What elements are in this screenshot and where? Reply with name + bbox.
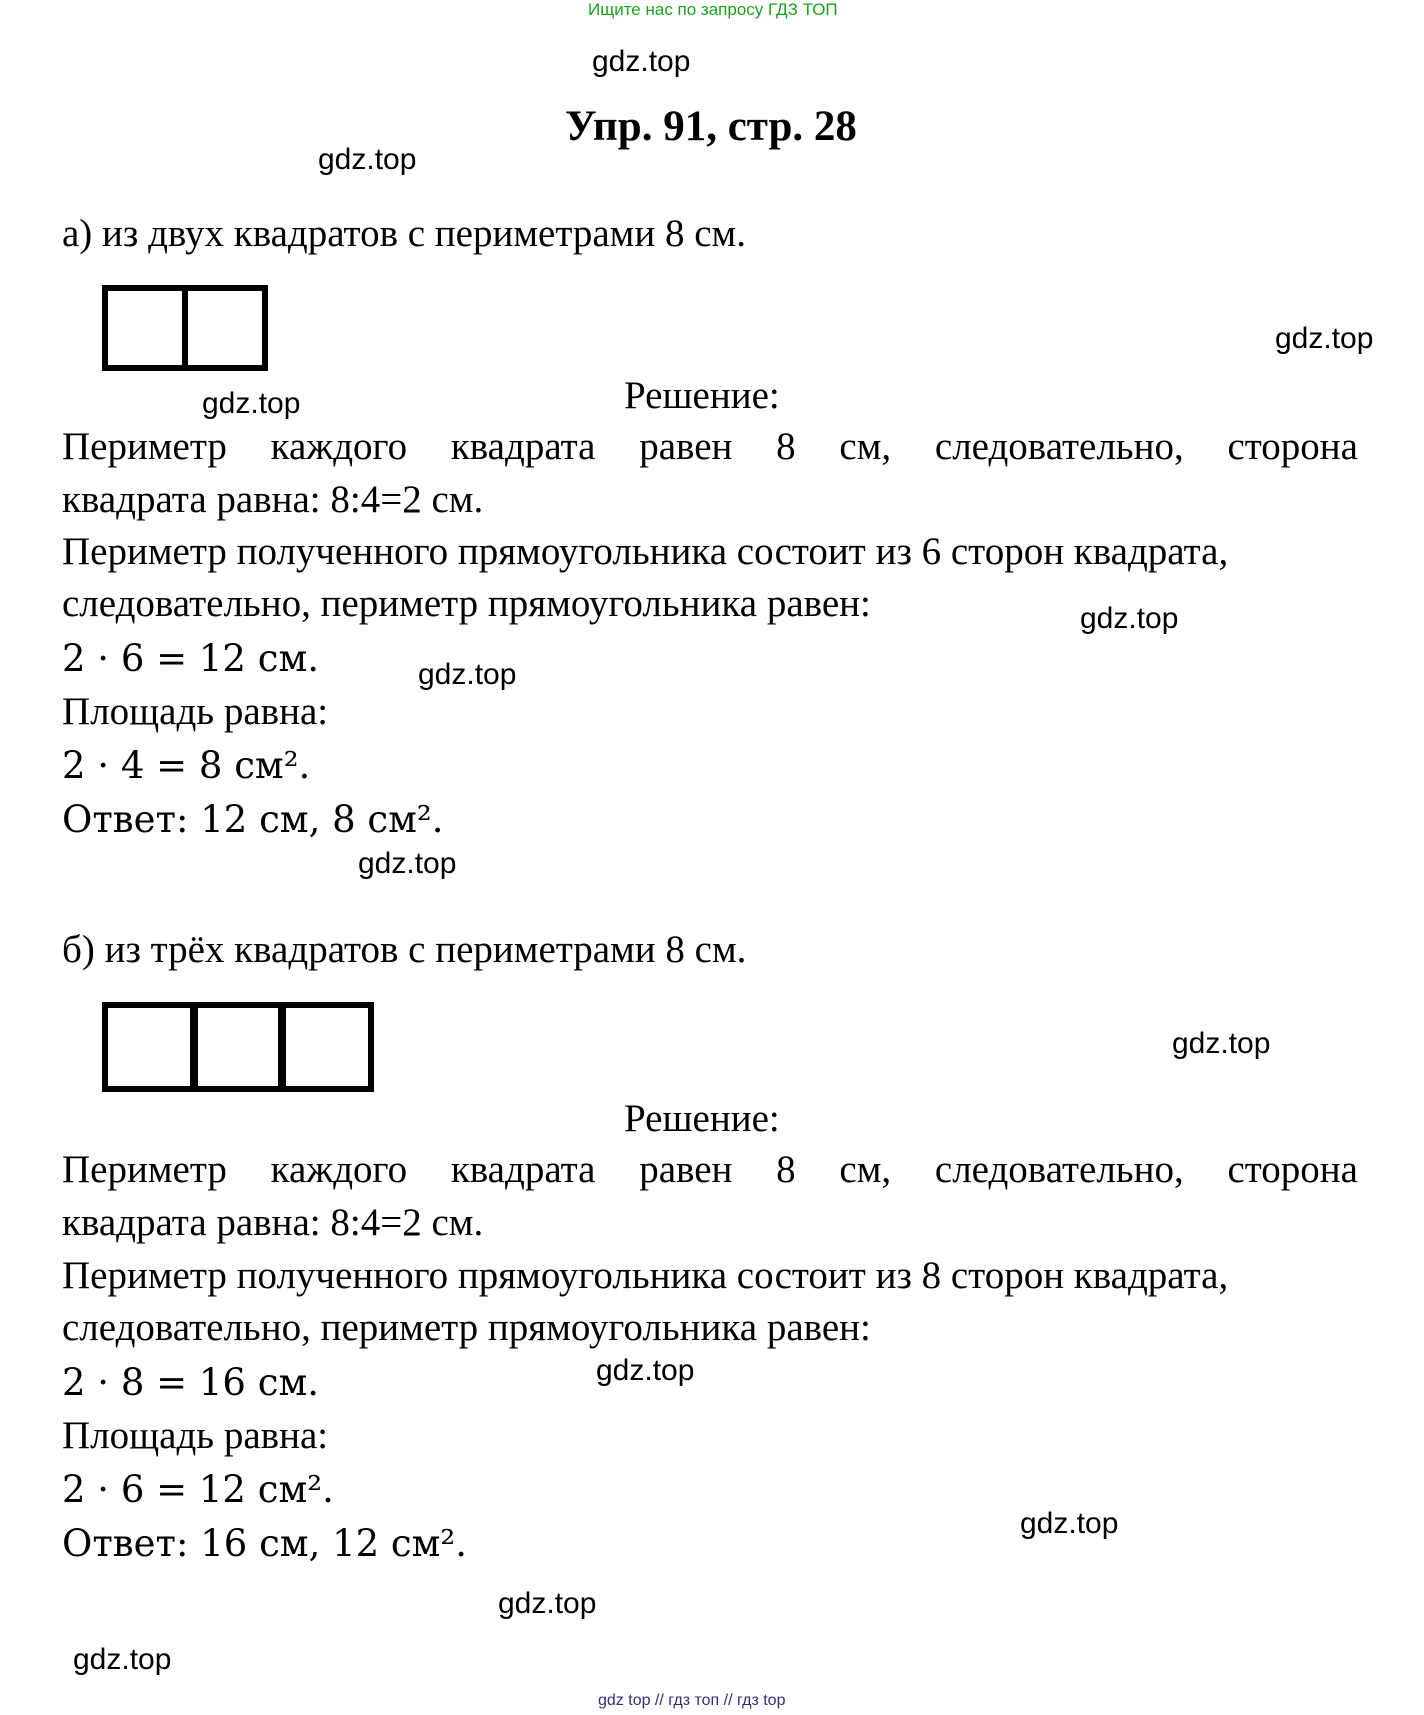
watermark: gdz.top bbox=[1275, 322, 1374, 355]
part-b-calc-perimeter: 2 · 8 = 16 см. bbox=[62, 1361, 319, 1404]
part-b-line1: Периметр каждого квадрата равен 8 см, следовательно, сторона bbox=[62, 1148, 1358, 1191]
watermark: gdz.top bbox=[202, 387, 301, 420]
watermark: gdz.top bbox=[592, 45, 691, 78]
watermark: gdz.top bbox=[596, 1354, 695, 1387]
footer-links: gdz top // гдз топ // гдз top bbox=[598, 1692, 786, 1709]
square-2 bbox=[182, 285, 268, 371]
watermark: gdz.top bbox=[358, 847, 457, 880]
part-b-heading: б) из трёх квадратов с периметрами 8 см. bbox=[62, 928, 747, 971]
part-b-line2: квадрата равна: 8:4=2 см. bbox=[62, 1201, 484, 1244]
part-a-line3: Периметр полученного прямоугольника состоит из 6 сторон квадрата, bbox=[62, 530, 1229, 573]
part-a-calc-perimeter: 2 · 6 = 12 см. bbox=[62, 637, 319, 680]
watermark: gdz.top bbox=[498, 1587, 597, 1620]
square-1 bbox=[102, 285, 188, 371]
watermark: gdz.top bbox=[1080, 602, 1179, 635]
page-title: Упр. 91, стр. 28 bbox=[565, 103, 857, 150]
square-1 bbox=[102, 1002, 198, 1092]
watermark: gdz.top bbox=[1172, 1027, 1271, 1060]
watermark: gdz.top bbox=[73, 1643, 172, 1676]
part-a-line2: квадрата равна: 8:4=2 см. bbox=[62, 478, 484, 521]
watermark: gdz.top bbox=[1020, 1507, 1119, 1540]
square-2 bbox=[190, 1002, 286, 1092]
part-a-answer: Ответ: 12 см, 8 см². bbox=[62, 798, 444, 841]
part-a-calc-area: 2 · 4 = 8 см². bbox=[62, 744, 311, 787]
watermark: gdz.top bbox=[418, 658, 517, 691]
part-b-figure bbox=[102, 1002, 374, 1092]
part-b-line3: Периметр полученного прямоугольника состоит из 8 сторон квадрата, bbox=[62, 1254, 1229, 1297]
part-b-line4: следовательно, периметр прямоугольника равен: bbox=[62, 1306, 871, 1349]
top-banner: Ищите нас по запросу ГДЗ ТОП bbox=[588, 0, 838, 19]
part-b-solution-label: Решение: bbox=[624, 1097, 780, 1140]
part-a-solution-label: Решение: bbox=[624, 374, 780, 417]
part-a-line4: следовательно, периметр прямоугольника равен: bbox=[62, 582, 871, 625]
part-a-line1: Периметр каждого квадрата равен 8 см, следовательно, сторона bbox=[62, 425, 1358, 468]
watermark: gdz.top bbox=[318, 143, 417, 176]
part-b-answer: Ответ: 16 см, 12 см². bbox=[62, 1522, 468, 1565]
square-3 bbox=[278, 1002, 374, 1092]
part-a-area-label: Площадь равна: bbox=[62, 690, 329, 733]
part-b-calc-area: 2 · 6 = 12 см². bbox=[62, 1468, 334, 1511]
part-b-area-label: Площадь равна: bbox=[62, 1414, 329, 1457]
part-a-heading: а) из двух квадратов с периметрами 8 см. bbox=[62, 212, 746, 255]
part-a-figure bbox=[102, 285, 268, 371]
